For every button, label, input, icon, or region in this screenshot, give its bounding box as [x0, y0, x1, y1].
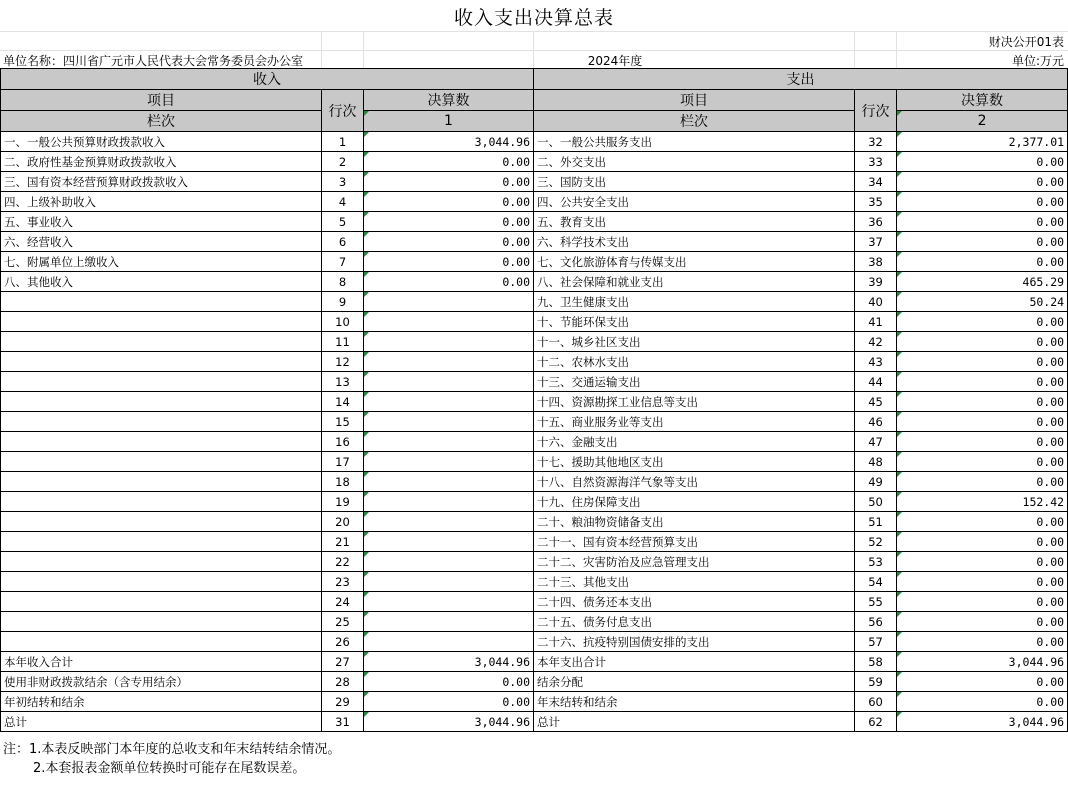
income-rowno-cell[interactable]: 1 [322, 132, 364, 152]
unit-name: 单位名称：四川省广元市人民代表大会常务委员会办公室 [3, 54, 304, 68]
income-item-header[interactable]: 项目 [1, 90, 322, 111]
table-row [1, 552, 1068, 572]
expense-rowno-cell[interactable]: 52 [855, 532, 897, 552]
income-rowno-cell[interactable]: 14 [322, 392, 364, 412]
income-amount-cell[interactable]: 3,044.96 [364, 132, 534, 152]
expense-amount-cell[interactable]: 0.00 [897, 552, 1068, 572]
expense-item-cell[interactable]: 九、卫生健康支出 [534, 292, 855, 312]
expense-amount-cell[interactable]: 0.00 [897, 452, 1068, 472]
income-item-cell[interactable] [1, 372, 322, 392]
expense-item-cell[interactable]: 一、一般公共服务支出 [534, 132, 855, 152]
income-column-label[interactable]: 栏次 [1, 111, 322, 132]
expense-amount-cell[interactable]: 3,044.96 [897, 712, 1068, 732]
income-amount-cell[interactable] [364, 412, 534, 432]
income-amount-cell[interactable]: 0.00 [364, 272, 534, 292]
expense-item-cell[interactable]: 二、外交支出 [534, 152, 855, 172]
expense-rowno-cell[interactable]: 59 [855, 672, 897, 692]
income-item-cell[interactable] [1, 432, 322, 452]
expense-rowno-cell[interactable]: 56 [855, 612, 897, 632]
expense-amount-cell[interactable]: 0.00 [897, 392, 1068, 412]
expense-amount-cell[interactable]: 0.00 [897, 572, 1068, 592]
expense-rowno-cell[interactable]: 45 [855, 392, 897, 412]
table-row [1, 352, 1068, 372]
expense-item-cell[interactable]: 二十一、国有资本经营预算支出 [534, 532, 855, 552]
income-item-cell[interactable] [1, 632, 322, 652]
income-rowno-cell[interactable]: 19 [322, 492, 364, 512]
income-rowno-cell[interactable]: 13 [322, 372, 364, 392]
table-row [1, 392, 1068, 412]
income-rowno-cell[interactable]: 10 [322, 312, 364, 332]
expense-amount-cell[interactable]: 0.00 [897, 692, 1068, 712]
expense-item-cell[interactable]: 十九、住房保障支出 [534, 492, 855, 512]
income-item-cell[interactable] [1, 352, 322, 372]
table-row [1, 412, 1068, 432]
income-item-cell[interactable] [1, 612, 322, 632]
expense-rowno-cell[interactable]: 54 [855, 572, 897, 592]
table-row [1, 332, 1068, 352]
expense-item-cell[interactable]: 四、公共安全支出 [534, 192, 855, 212]
expense-rowno-header[interactable]: 行次 [855, 90, 897, 132]
expense-amount-cell[interactable]: 0.00 [897, 412, 1068, 432]
income-rowno-cell[interactable]: 18 [322, 472, 364, 492]
expense-amount-cell[interactable]: 0.00 [897, 612, 1068, 632]
income-rowno-header[interactable]: 行次 [322, 90, 364, 132]
expense-rowno-cell[interactable]: 51 [855, 512, 897, 532]
expense-item-cell[interactable]: 十、节能环保支出 [534, 312, 855, 332]
income-rowno-cell[interactable]: 4 [322, 192, 364, 212]
expense-amount-cell[interactable]: 0.00 [897, 512, 1068, 532]
expense-column-number[interactable]: 2 [897, 111, 1068, 132]
income-item-cell[interactable] [1, 472, 322, 492]
income-rowno-cell[interactable]: 23 [322, 572, 364, 592]
expense-rowno-cell[interactable]: 36 [855, 212, 897, 232]
expense-section-header[interactable]: 支出 [534, 69, 1068, 90]
expense-item-cell[interactable]: 二十四、债务还本支出 [534, 592, 855, 612]
income-amount-cell[interactable] [364, 492, 534, 512]
table-row [1, 252, 1068, 272]
expense-item-cell[interactable]: 十六、金融支出 [534, 432, 855, 452]
income-rowno-cell[interactable]: 26 [322, 632, 364, 652]
income-item-cell[interactable]: 一、一般公共预算财政拨款收入 [1, 132, 322, 152]
expense-rowno-cell[interactable]: 33 [855, 152, 897, 172]
expense-rowno-cell[interactable]: 60 [855, 692, 897, 712]
expense-item-cell[interactable]: 结余分配 [534, 672, 855, 692]
expense-amount-cell[interactable]: 0.00 [897, 372, 1068, 392]
income-amount-cell[interactable] [364, 332, 534, 352]
income-amount-cell[interactable]: 3,044.96 [364, 652, 534, 672]
expense-rowno-cell[interactable]: 35 [855, 192, 897, 212]
income-rowno-cell[interactable]: 31 [322, 712, 364, 732]
expense-amount-cell[interactable]: 0.00 [897, 472, 1068, 492]
income-item-cell[interactable] [1, 412, 322, 432]
expense-item-cell[interactable]: 二十三、其他支出 [534, 572, 855, 592]
expense-rowno-cell[interactable]: 48 [855, 452, 897, 472]
expense-amount-header[interactable]: 决算数 [897, 90, 1068, 111]
expense-item-cell[interactable]: 十四、资源勘探工业信息等支出 [534, 392, 855, 412]
table-row [1, 272, 1068, 292]
income-item-cell[interactable] [1, 572, 322, 592]
expense-amount-cell[interactable]: 0.00 [897, 252, 1068, 272]
budget-table [0, 68, 1068, 732]
expense-rowno-cell[interactable]: 50 [855, 492, 897, 512]
income-item-cell[interactable]: 总计 [1, 712, 322, 732]
expense-rowno-cell[interactable]: 46 [855, 412, 897, 432]
expense-amount-cell[interactable]: 0.00 [897, 232, 1068, 252]
table-row [1, 432, 1068, 452]
income-item-cell[interactable]: 使用非财政拨款结余（含专用结余） [1, 672, 322, 692]
expense-item-cell[interactable]: 二十、粮油物资储备支出 [534, 512, 855, 532]
expense-amount-cell[interactable]: 50.24 [897, 292, 1068, 312]
income-amount-cell[interactable] [364, 532, 534, 552]
income-item-cell[interactable] [1, 492, 322, 512]
expense-rowno-cell[interactable]: 62 [855, 712, 897, 732]
expense-item-cell[interactable]: 本年支出合计 [534, 652, 855, 672]
income-rowno-cell[interactable]: 22 [322, 552, 364, 572]
table-row [1, 472, 1068, 492]
table-row [1, 572, 1068, 592]
income-amount-cell[interactable]: 0.00 [364, 212, 534, 232]
income-item-cell[interactable]: 四、上级补助收入 [1, 192, 322, 212]
income-rowno-cell[interactable]: 2 [322, 152, 364, 172]
income-item-cell[interactable]: 三、国有资本经营预算财政拨款收入 [1, 172, 322, 192]
income-rowno-cell[interactable]: 7 [322, 252, 364, 272]
income-amount-cell[interactable]: 0.00 [364, 152, 534, 172]
table-row [1, 492, 1068, 512]
expense-amount-cell[interactable]: 0.00 [897, 432, 1068, 452]
income-item-cell[interactable]: 年初结转和结余 [1, 692, 322, 712]
table-row [1, 232, 1068, 252]
income-amount-cell[interactable] [364, 592, 534, 612]
expense-item-header[interactable]: 项目 [534, 90, 855, 111]
income-amount-cell[interactable] [364, 312, 534, 332]
table-row [1, 512, 1068, 532]
expense-rowno-cell[interactable]: 40 [855, 292, 897, 312]
income-item-cell[interactable]: 六、经营收入 [1, 232, 322, 252]
income-amount-cell[interactable] [364, 612, 534, 632]
expense-rowno-cell[interactable]: 32 [855, 132, 897, 152]
expense-amount-cell[interactable]: 465.29 [897, 272, 1068, 292]
income-rowno-cell[interactable]: 15 [322, 412, 364, 432]
expense-item-cell[interactable]: 二十五、债务付息支出 [534, 612, 855, 632]
fiscal-year: 2024年度 [587, 54, 643, 68]
expense-rowno-cell[interactable]: 58 [855, 652, 897, 672]
income-rowno-cell[interactable]: 20 [322, 512, 364, 532]
income-amount-header[interactable]: 决算数 [364, 90, 534, 111]
expense-item-cell[interactable]: 十八、自然资源海洋气象等支出 [534, 472, 855, 492]
income-amount-cell[interactable] [364, 572, 534, 592]
income-item-cell[interactable] [1, 452, 322, 472]
section-header-row [1, 69, 1068, 90]
expense-rowno-cell[interactable]: 38 [855, 252, 897, 272]
table-row [1, 612, 1068, 632]
income-amount-cell[interactable]: 0.00 [364, 672, 534, 692]
expense-item-cell[interactable]: 六、科学技术支出 [534, 232, 855, 252]
income-rowno-cell[interactable]: 16 [322, 432, 364, 452]
expense-amount-cell[interactable]: 0.00 [897, 332, 1068, 352]
income-amount-cell[interactable] [364, 452, 534, 472]
income-rowno-cell[interactable]: 27 [322, 652, 364, 672]
expense-amount-cell[interactable]: 0.00 [897, 172, 1068, 192]
expense-amount-cell[interactable]: 2,377.01 [897, 132, 1068, 152]
income-item-cell[interactable]: 本年收入合计 [1, 652, 322, 672]
expense-rowno-cell[interactable]: 55 [855, 592, 897, 612]
table-row [1, 712, 1068, 732]
table-row [1, 632, 1068, 652]
expense-amount-cell[interactable]: 0.00 [897, 632, 1068, 652]
expense-rowno-cell[interactable]: 34 [855, 172, 897, 192]
expense-rowno-cell[interactable]: 37 [855, 232, 897, 252]
income-rowno-cell[interactable]: 17 [322, 452, 364, 472]
income-item-cell[interactable] [1, 392, 322, 412]
income-amount-cell[interactable] [364, 372, 534, 392]
expense-amount-cell[interactable]: 0.00 [897, 312, 1068, 332]
income-rowno-cell[interactable]: 6 [322, 232, 364, 252]
expense-item-cell[interactable]: 二十六、抗疫特别国债安排的支出 [534, 632, 855, 652]
income-amount-cell[interactable] [364, 432, 534, 452]
income-rowno-cell[interactable]: 24 [322, 592, 364, 612]
income-rowno-cell[interactable]: 28 [322, 672, 364, 692]
income-amount-cell[interactable] [364, 352, 534, 372]
expense-rowno-cell[interactable]: 57 [855, 632, 897, 652]
expense-item-cell[interactable]: 总计 [534, 712, 855, 732]
expense-amount-cell[interactable]: 0.00 [897, 592, 1068, 612]
expense-amount-cell[interactable]: 3,044.96 [897, 652, 1068, 672]
table-row [1, 212, 1068, 232]
income-rowno-cell[interactable]: 25 [322, 612, 364, 632]
expense-item-cell[interactable]: 十一、城乡社区支出 [534, 332, 855, 352]
expense-item-cell[interactable]: 十七、援助其他地区支出 [534, 452, 855, 472]
expense-rowno-cell[interactable]: 53 [855, 552, 897, 572]
table-row [1, 372, 1068, 392]
currency-unit: 单位:万元 [1011, 54, 1064, 68]
income-amount-cell[interactable] [364, 292, 534, 312]
expense-column-label[interactable]: 栏次 [534, 111, 855, 132]
table-row [1, 192, 1068, 212]
income-item-cell[interactable] [1, 512, 322, 532]
table-row [1, 312, 1068, 332]
income-item-cell[interactable] [1, 332, 322, 352]
table-row [1, 592, 1068, 612]
expense-rowno-cell[interactable]: 49 [855, 472, 897, 492]
income-item-cell[interactable] [1, 292, 322, 312]
footnote-2: 2.本套报表金额单位转换时可能存在尾数误差。 [33, 761, 306, 776]
income-amount-cell[interactable] [364, 512, 534, 532]
income-amount-cell[interactable]: 3,044.96 [364, 712, 534, 732]
income-amount-cell[interactable] [364, 552, 534, 572]
income-amount-cell[interactable]: 0.00 [364, 692, 534, 712]
expense-amount-cell[interactable]: 0.00 [897, 672, 1068, 692]
income-rowno-cell[interactable]: 21 [322, 532, 364, 552]
expense-item-cell[interactable]: 十二、农林水支出 [534, 352, 855, 372]
expense-rowno-cell[interactable]: 47 [855, 432, 897, 452]
expense-rowno-cell[interactable]: 44 [855, 372, 897, 392]
income-item-cell[interactable]: 二、政府性基金预算财政拨款收入 [1, 152, 322, 172]
report-title: 收入支出决算总表 [453, 7, 614, 29]
form-number: 财决公开01表 [988, 35, 1064, 49]
expense-item-cell[interactable]: 十五、商业服务业等支出 [534, 412, 855, 432]
income-rowno-cell[interactable]: 9 [322, 292, 364, 312]
footnote-1: 注：1.本表反映部门本年度的总收支和年末结转结余情况。 [3, 742, 341, 757]
column-header-row [1, 90, 1068, 111]
expense-item-cell[interactable]: 八、社会保障和就业支出 [534, 272, 855, 292]
expense-item-cell[interactable]: 五、教育支出 [534, 212, 855, 232]
table-row [1, 132, 1068, 152]
income-rowno-cell[interactable]: 3 [322, 172, 364, 192]
expense-item-cell[interactable]: 七、文化旅游体育与传媒支出 [534, 252, 855, 272]
income-amount-cell[interactable] [364, 392, 534, 412]
income-section-header[interactable]: 收入 [1, 69, 534, 90]
expense-item-cell[interactable]: 年末结转和结余 [534, 692, 855, 712]
income-rowno-cell[interactable]: 29 [322, 692, 364, 712]
income-item-cell[interactable] [1, 532, 322, 552]
expense-amount-cell[interactable]: 0.00 [897, 192, 1068, 212]
expense-amount-cell[interactable]: 0.00 [897, 152, 1068, 172]
income-amount-cell[interactable] [364, 472, 534, 492]
expense-amount-cell[interactable]: 152.42 [897, 492, 1068, 512]
expense-amount-cell[interactable]: 0.00 [897, 532, 1068, 552]
table-row [1, 452, 1068, 472]
table-row [1, 692, 1068, 712]
expense-item-cell[interactable]: 二十二、灾害防治及应急管理支出 [534, 552, 855, 572]
expense-item-cell[interactable]: 十三、交通运输支出 [534, 372, 855, 392]
expense-rowno-cell[interactable]: 39 [855, 272, 897, 292]
table-row [1, 652, 1068, 672]
income-rowno-cell[interactable]: 8 [322, 272, 364, 292]
income-amount-cell[interactable]: 0.00 [364, 172, 534, 192]
expense-item-cell[interactable]: 三、国防支出 [534, 172, 855, 192]
income-item-cell[interactable] [1, 592, 322, 612]
income-amount-cell[interactable]: 0.00 [364, 232, 534, 252]
income-amount-cell[interactable] [364, 632, 534, 652]
income-item-cell[interactable]: 八、其他收入 [1, 272, 322, 292]
table-row [1, 152, 1068, 172]
table-row [1, 672, 1068, 692]
income-item-cell[interactable]: 七、附属单位上缴收入 [1, 252, 322, 272]
column-index-row [1, 111, 1068, 132]
expense-amount-cell[interactable]: 0.00 [897, 212, 1068, 232]
income-rowno-cell[interactable]: 11 [322, 332, 364, 352]
income-rowno-cell[interactable]: 12 [322, 352, 364, 372]
footnotes [3, 740, 340, 778]
expense-amount-cell[interactable]: 0.00 [897, 352, 1068, 372]
income-item-cell[interactable]: 五、事业收入 [1, 212, 322, 232]
table-row [1, 292, 1068, 312]
income-amount-cell[interactable]: 0.00 [364, 252, 534, 272]
table-row [1, 172, 1068, 192]
income-rowno-cell[interactable]: 5 [322, 212, 364, 232]
income-column-number[interactable]: 1 [364, 111, 534, 132]
expense-rowno-cell[interactable]: 41 [855, 312, 897, 332]
income-item-cell[interactable] [1, 552, 322, 572]
income-amount-cell[interactable]: 0.00 [364, 192, 534, 212]
expense-rowno-cell[interactable]: 42 [855, 332, 897, 352]
expense-rowno-cell[interactable]: 43 [855, 352, 897, 372]
income-item-cell[interactable] [1, 312, 322, 332]
table-row [1, 532, 1068, 552]
